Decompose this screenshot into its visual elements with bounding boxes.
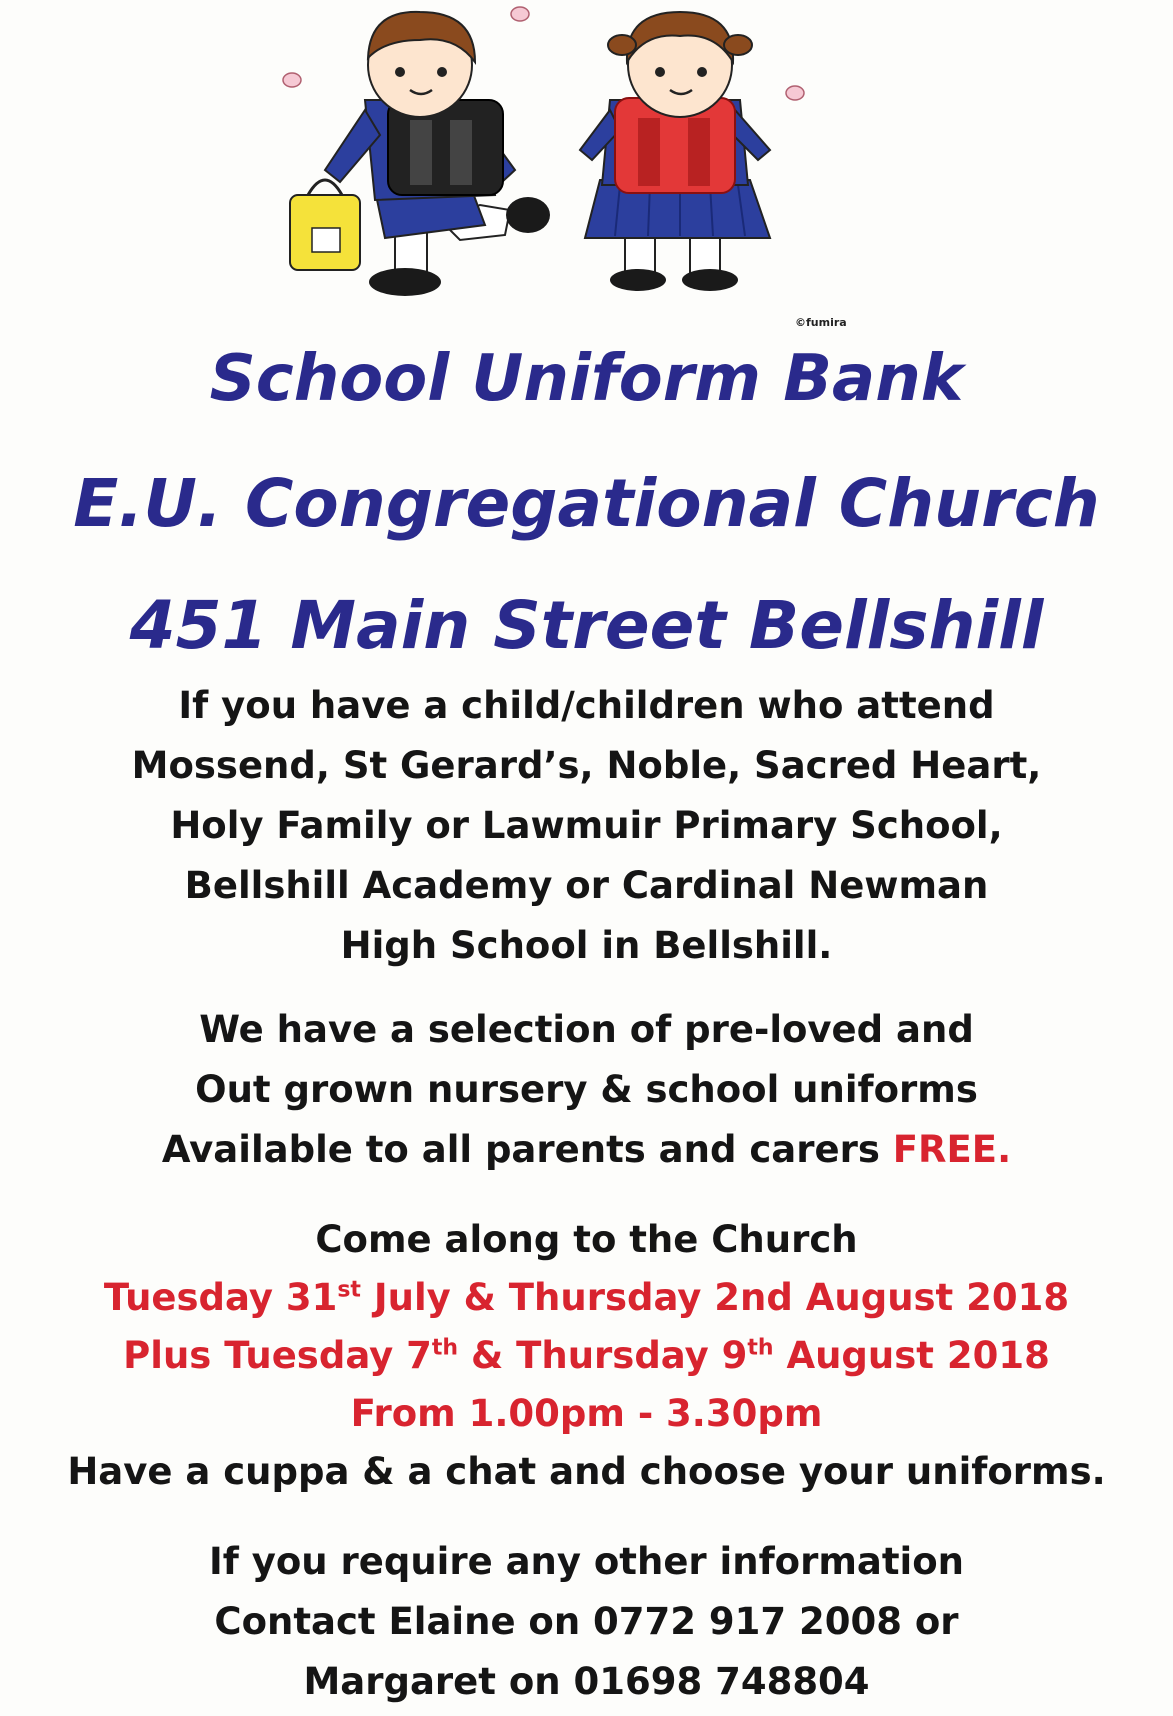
- date-suffix: th: [747, 1335, 774, 1361]
- offer-line: We have a selection of pre-loved and: [199, 1008, 974, 1051]
- visit-paragraph: [0, 1210, 1173, 1500]
- intro-line: High School in Bellshill.: [340, 924, 833, 967]
- offer-paragraph: [0, 1000, 1173, 1180]
- address-heading: 451 Main Street Bellshill: [129, 587, 1044, 664]
- offer-line: [0, 1120, 1173, 1180]
- time-line: From 1.00pm - 3.30pm: [350, 1392, 823, 1435]
- intro-line: Holy Family or Lawmuir Primary School,: [170, 804, 1003, 847]
- illustration-credit: ©fumira: [795, 316, 847, 329]
- date-text: Tuesday 31: [103, 1276, 338, 1319]
- date-text: July & Thursday 2nd August 2018: [360, 1276, 1070, 1319]
- offer-line: Out grown nursery & school uniforms: [195, 1068, 978, 1111]
- visit-intro-line: Come along to the Church: [315, 1218, 858, 1261]
- contact-line: If you require any other information: [209, 1540, 964, 1583]
- date-line-1: [0, 1268, 1173, 1326]
- free-highlight: FREE.: [892, 1128, 1012, 1171]
- contact-line: Margaret on 01698 748804: [303, 1660, 870, 1703]
- school-children-illustration: [270, 0, 910, 340]
- contact-line: Contact Elaine on 0772 917 2008 or: [214, 1600, 959, 1643]
- contact-paragraph: [0, 1532, 1173, 1712]
- intro-paragraph: [0, 676, 1173, 976]
- intro-line: Bellshill Academy or Cardinal Newman: [184, 864, 989, 907]
- date-suffix: st: [337, 1277, 361, 1303]
- date-text: August 2018: [773, 1334, 1050, 1377]
- date-suffix: th: [431, 1335, 459, 1361]
- date-text: & Thursday 9: [458, 1334, 748, 1377]
- date-text: Plus Tuesday 7: [123, 1334, 432, 1377]
- title-heading: School Uniform Bank: [209, 342, 964, 416]
- offer-text: Available to all parents and carers: [161, 1128, 893, 1171]
- intro-line: Mossend, St Gerard’s, Noble, Sacred Heart,: [131, 744, 1042, 787]
- cuppa-line: Have a cuppa & a chat and choose your uniforms.: [67, 1450, 1106, 1493]
- church-heading: E.U. Congregational Church: [73, 465, 1100, 542]
- intro-line: If you have a child/children who attend: [178, 684, 995, 727]
- date-line-2: [0, 1326, 1173, 1384]
